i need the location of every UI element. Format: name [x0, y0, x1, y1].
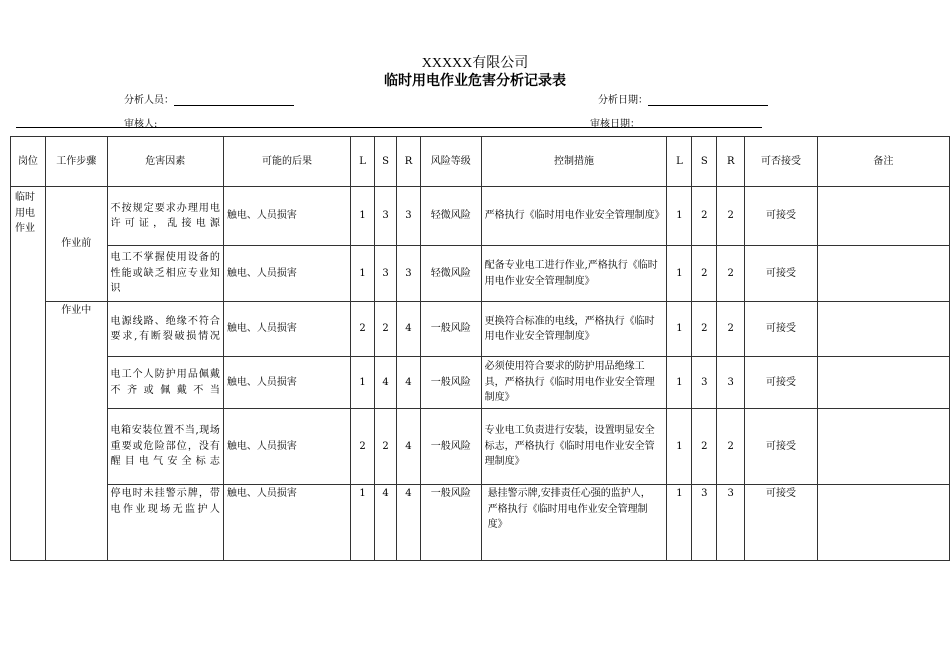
- header-work-step: 工作步骤: [45, 137, 107, 187]
- s2-cell: 2: [692, 246, 717, 302]
- s-cell: 3: [375, 246, 397, 302]
- header-r2: R: [717, 137, 745, 187]
- note-cell: [817, 187, 949, 246]
- consequence-cell: 触电、人员损害: [223, 357, 350, 409]
- hazard-cell: 电工不掌握使用设备的性能或缺乏相应专业知识: [107, 246, 223, 302]
- r-cell: 4: [397, 302, 421, 357]
- s-cell: 4: [375, 485, 397, 561]
- s-cell: 2: [375, 302, 397, 357]
- l-cell: 1: [351, 485, 375, 561]
- s2-cell: 3: [692, 357, 717, 409]
- l2-cell: 1: [667, 409, 692, 485]
- risk-level-cell: 一般风险: [420, 485, 481, 561]
- analyst-field: [124, 91, 294, 106]
- post-cell: 临时用电作业: [11, 187, 46, 561]
- table-row: [11, 485, 950, 561]
- s-cell: 3: [375, 187, 397, 246]
- header-acceptable: 可否接受: [745, 137, 818, 187]
- header-note: 备注: [817, 137, 949, 187]
- note-cell: [817, 246, 949, 302]
- s2-cell: 2: [692, 187, 717, 246]
- hazard-cell: 电源线路、绝缘不符合要求,有断裂破损情况: [107, 302, 223, 357]
- consequence-cell: 触电、人员损害: [223, 302, 350, 357]
- review-date-label: 审核日期：: [590, 119, 640, 130]
- r-cell: 4: [397, 485, 421, 561]
- r2-cell: 3: [717, 357, 745, 409]
- header-row: [11, 137, 950, 187]
- r-cell: 4: [397, 357, 421, 409]
- document-title: 临时用电作业危害分析记录表: [384, 73, 566, 89]
- s2-cell: 3: [692, 485, 717, 561]
- acceptable-cell: 可接受: [745, 485, 818, 561]
- risk-level-cell: 一般风险: [420, 409, 481, 485]
- analysis-date-blank: [648, 94, 768, 106]
- note-cell: [817, 302, 949, 357]
- s2-cell: 2: [692, 409, 717, 485]
- risk-level-cell: 轻微风险: [420, 246, 481, 302]
- step-cell-during: 作业中: [45, 302, 107, 561]
- header-l2: L: [667, 137, 692, 187]
- l-cell: 1: [351, 246, 375, 302]
- r2-cell: 3: [717, 485, 745, 561]
- consequence-cell: 触电、人员损害: [223, 409, 350, 485]
- acceptable-cell: 可接受: [745, 409, 818, 485]
- s-cell: 2: [375, 409, 397, 485]
- l-cell: 1: [351, 187, 375, 246]
- l-cell: 2: [351, 302, 375, 357]
- control-cell: 更换符合标准的电线，严格执行《临时用电作业安全管理制度》: [481, 302, 667, 357]
- consequence-cell: 触电、人员损害: [223, 246, 350, 302]
- risk-level-cell: 一般风险: [420, 302, 481, 357]
- acceptable-cell: 可接受: [745, 246, 818, 302]
- consequence-cell: 触电、人员损害: [223, 485, 350, 561]
- r-cell: 3: [397, 187, 421, 246]
- control-cell: 必须使用符合要求的防护用品绝缘工具，严格执行《临时用电作业安全管理制度》: [481, 357, 667, 409]
- header-s2: S: [692, 137, 717, 187]
- l-cell: 1: [351, 357, 375, 409]
- l2-cell: 1: [667, 187, 692, 246]
- header-control: 控制措施: [481, 137, 667, 187]
- l2-cell: 1: [667, 246, 692, 302]
- s2-cell: 2: [692, 302, 717, 357]
- header-consequence: 可能的后果: [223, 137, 350, 187]
- reviewer-label: 审核人:: [124, 119, 158, 130]
- control-cell: 配备专业电工进行作业,严格执行《临时用电作业安全管理制度》: [481, 246, 667, 302]
- l2-cell: 1: [667, 485, 692, 561]
- header-post: 岗位: [11, 137, 46, 187]
- header-hazard: 危害因素: [107, 137, 223, 187]
- r2-cell: 2: [717, 409, 745, 485]
- note-cell: [817, 409, 949, 485]
- table-row: [11, 246, 950, 302]
- risk-level-cell: 轻微风险: [420, 187, 481, 246]
- analysis-date-label: 分析日期：: [598, 95, 648, 106]
- l2-cell: 1: [667, 357, 692, 409]
- analyst-blank: [174, 94, 294, 106]
- analyst-label: 分析人员：: [124, 95, 174, 106]
- header-risk-level: 风险等级: [420, 137, 481, 187]
- hazard-cell: 电工个人防护用品佩戴不齐或佩戴不当: [107, 357, 223, 409]
- header-r: R: [397, 137, 421, 187]
- r-cell: 3: [397, 246, 421, 302]
- control-cell: 专业电工负责进行安装，设置明显安全标志，严格执行《临时用电作业安全管理制度》: [481, 409, 667, 485]
- l-cell: 2: [351, 409, 375, 485]
- acceptable-cell: 可接受: [745, 187, 818, 246]
- control-cell: 严格执行《临时用电作业安全管理制度》: [481, 187, 667, 246]
- table-row: [11, 357, 950, 409]
- note-cell: [817, 357, 949, 409]
- s-cell: 4: [375, 357, 397, 409]
- header-s: S: [375, 137, 397, 187]
- table-row: [11, 409, 950, 485]
- note-cell: [817, 485, 949, 561]
- r2-cell: 2: [717, 246, 745, 302]
- acceptable-cell: 可接受: [745, 302, 818, 357]
- consequence-cell: 触电、人员损害: [223, 187, 350, 246]
- hazard-cell: 电箱安装位置不当,现场重要或危险部位，没有醒目电气安全标志: [107, 409, 223, 485]
- table-row: [11, 302, 950, 357]
- acceptable-cell: 可接受: [745, 357, 818, 409]
- hazard-analysis-table: [10, 136, 950, 561]
- analysis-date-field: [598, 91, 768, 106]
- hazard-cell: 停电时未挂警示牌，带电作业现场无监护人: [107, 485, 223, 561]
- company-name: XXXXX有限公司: [421, 56, 529, 71]
- step-cell-before: 作业前: [45, 187, 107, 302]
- control-cell: 悬挂警示牌,安排责任心强的监护人，严格执行《临时用电作业安全管理制度》: [481, 485, 667, 561]
- risk-level-cell: 一般风险: [420, 357, 481, 409]
- l2-cell: 1: [667, 302, 692, 357]
- r2-cell: 2: [717, 302, 745, 357]
- r2-cell: 2: [717, 187, 745, 246]
- hazard-cell: 不按规定要求办理用电许可证，乱接电源: [107, 187, 223, 246]
- table-row: [11, 187, 950, 246]
- reviewer-underline: [16, 127, 762, 128]
- r-cell: 4: [397, 409, 421, 485]
- header-l: L: [351, 137, 375, 187]
